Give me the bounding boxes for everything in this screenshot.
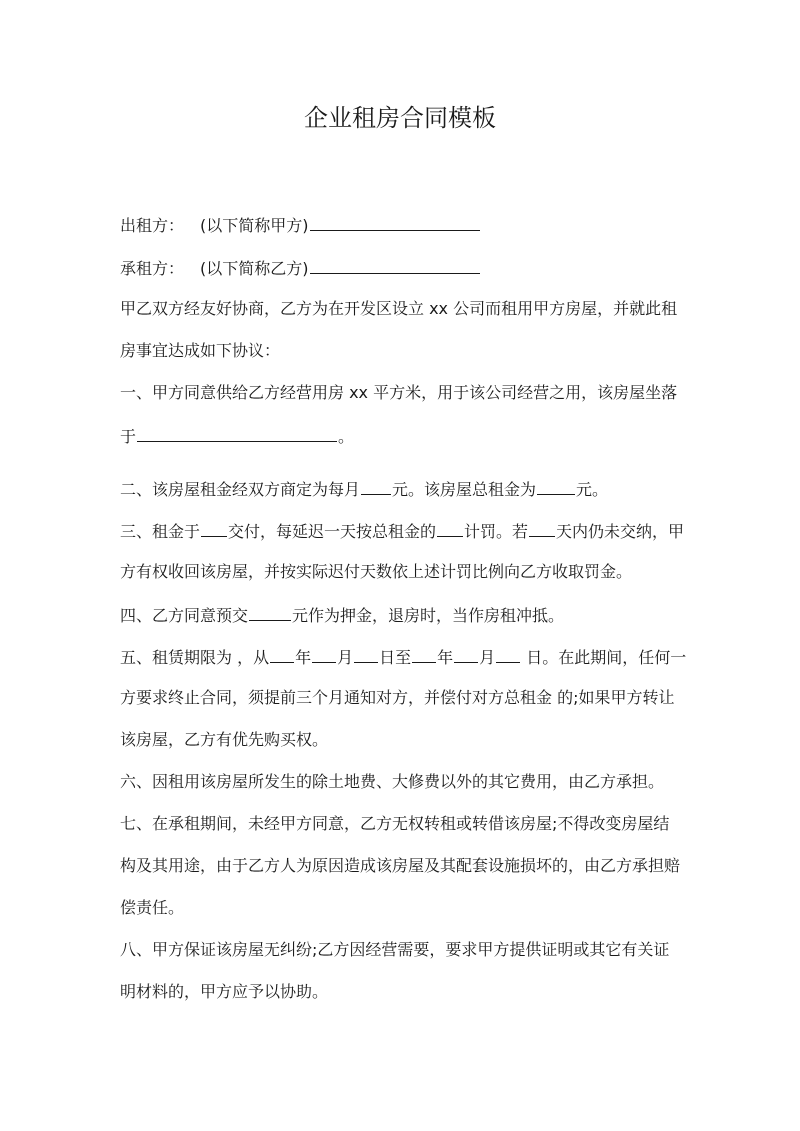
clause5-text-a: 五、租赁期限为 ，从: [120, 648, 270, 667]
lessor-blank: [310, 212, 480, 231]
clause7-line-3: 偿责任。: [120, 898, 185, 917]
clause1-location-blank: [137, 423, 337, 442]
document-title: 企业租房合同模板: [304, 104, 496, 132]
penalty-rate-blank: [437, 518, 463, 537]
clause3-text-b: 交付，每延迟一天按总租金的: [228, 522, 437, 541]
start-year-blank: [270, 644, 294, 663]
clause3-line-2: 方有权收回该房屋，并按实际迟付天数依上述计罚比例向乙方收取罚金。: [120, 562, 633, 581]
clause3-text-d: 天内仍未交纳，甲: [556, 522, 685, 541]
clause2-line: [120, 476, 700, 502]
start-day-blank: [354, 644, 378, 663]
clause5-text-b: 年: [295, 648, 312, 667]
clause5-line-3: 该房屋，乙方有优先购买权。: [120, 730, 329, 749]
end-year-blank: [412, 644, 436, 663]
clause5-text-d: 日至: [379, 648, 412, 667]
clause1-text-b: 。: [338, 427, 355, 446]
clause7-line-2: 构及其用途，由于乙方人为原因造成该房屋及其配套设施损坏的，由乙方承担赔: [120, 856, 681, 875]
lessee-blank: [310, 255, 480, 274]
lessee-label: 承租方：: [120, 259, 185, 278]
clause3-line-1: [120, 518, 700, 544]
clause4-text-b: 元作为押金，退房时，当作房租冲抵。: [292, 606, 565, 625]
clause3-text-c: 计罚。若: [464, 522, 529, 541]
clause6-line-1: 六、因租用该房屋所发生的除土地费、大修费以外的其它费用，由乙方承担。: [120, 772, 665, 791]
lessor-label: 出租方：: [120, 216, 185, 235]
clause1-text-a: 于: [120, 427, 137, 446]
clause3-text-a: 三、租金于: [120, 522, 201, 541]
lessee-note: (以下简称乙方): [200, 259, 309, 278]
lessor-note: (以下简称甲方): [200, 216, 309, 235]
monthly-rent-blank: [361, 476, 391, 495]
clause1-line-1: 一、甲方同意供给乙方经营用房 xx 平方米，用于该公司经营之用，该房屋坐落: [120, 383, 678, 402]
clause5-text-f: 月: [479, 648, 496, 667]
intro-line-2: 房事宜达成如下协议：: [120, 341, 281, 360]
payment-date-blank: [201, 518, 227, 537]
clause5-text-g: 日。在此期间，任何一: [521, 648, 687, 667]
lessee-line: [120, 255, 700, 281]
clause8-line-2: 明材料的，甲方应予以协助。: [120, 982, 329, 1001]
clause5-text-e: 年: [437, 648, 454, 667]
clause1-line-2: [120, 423, 700, 449]
clause2-text-a: 二、该房屋租金经双方商定为每月: [120, 480, 361, 499]
total-rent-blank: [537, 476, 575, 495]
clause2-text-b: 元。该房屋总租金为: [392, 480, 537, 499]
clause7-line-1: 七、在承租期间，未经甲方同意，乙方无权转租或转借该房屋;不得改变房屋结: [120, 814, 670, 833]
lessor-line: [120, 212, 700, 238]
deposit-blank: [249, 602, 291, 621]
end-month-blank: [454, 644, 478, 663]
end-day-blank: [496, 644, 520, 663]
start-month-blank: [312, 644, 336, 663]
clause4-line: [120, 602, 700, 628]
clause2-text-c: 元。: [576, 480, 609, 499]
clause5-line-1: [120, 644, 700, 670]
grace-days-blank: [529, 518, 555, 537]
clause4-text-a: 四、乙方同意预交: [120, 606, 249, 625]
clause5-line-2: 方要求终止合同，须提前三个月通知对方，并偿付对方总租金 的;如果甲方转让: [120, 688, 675, 707]
clause5-text-c: 月: [337, 648, 354, 667]
clause8-line-1: 八、甲方保证该房屋无纠纷;乙方因经营需要，要求甲方提供证明或其它有关证: [120, 940, 670, 959]
intro-line-1: 甲乙双方经友好协商，乙方为在开发区设立 xx 公司而租用甲方房屋，并就此租: [120, 299, 678, 318]
